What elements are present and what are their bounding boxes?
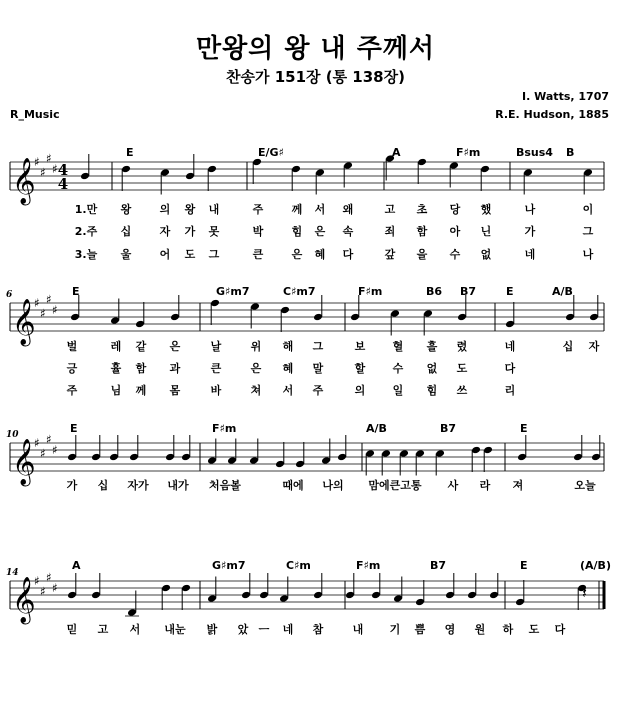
lyric-syllable: 나의 [322, 479, 344, 492]
chord-symbol: B7 [440, 422, 457, 435]
lyric-syllable: ㅡ [258, 623, 270, 636]
lyric-syllable: 3.늘 [74, 248, 98, 261]
lyric-syllable: 혜 [314, 248, 326, 261]
lyric-syllable: 주 [66, 384, 78, 397]
sharp-icon: ♯ [46, 570, 52, 585]
lyric-syllable: 네 [524, 248, 536, 261]
lyric-syllable: 주 [312, 384, 324, 397]
lyric-syllable: 가 [184, 225, 196, 238]
sharp-icon: ♯ [52, 303, 58, 317]
lyric-syllable: 함 [135, 362, 147, 375]
sharp-icon: ♯ [46, 151, 52, 166]
chord-symbol: F♯m [456, 146, 481, 159]
lyric-syllable: 바 [210, 384, 222, 397]
lyric-syllable: 힘 [426, 384, 438, 397]
lyric-syllable: 도 [184, 248, 196, 261]
lyric-syllable: 몸 [169, 384, 181, 397]
lyric-syllable: 큰 [210, 362, 222, 375]
lyric-syllable: 했 [480, 203, 492, 216]
time-signature-bottom: 4 [57, 175, 69, 193]
lyric-syllable: 네 [282, 623, 294, 636]
lyric-syllable: 나 [582, 248, 594, 261]
lyric-syllable: 라 [479, 479, 491, 492]
composer-credit: R.E. Hudson, 1885 [495, 108, 609, 121]
measure-number: 10 [6, 430, 19, 440]
lyric-syllable: 갚 [384, 248, 396, 261]
lyric-syllable: 해 [282, 340, 294, 353]
lyric-syllable: 힘 [291, 225, 303, 238]
lyric-syllable: 의 [354, 384, 366, 397]
lyric-syllable: 다 [504, 362, 516, 375]
lyric-syllable: 휼 [110, 362, 122, 375]
lyric-syllable: 았 [237, 623, 249, 636]
lyric-syllable: 왕 [184, 203, 196, 216]
publisher-label: R_Music [10, 108, 60, 121]
chord-symbol: A/B [552, 285, 573, 298]
lyric-syllable: 초 [416, 203, 428, 216]
lyric-syllable: 아 [449, 225, 461, 238]
sharp-icon: ♯ [40, 306, 46, 321]
lyric-syllable: 은 [314, 225, 326, 238]
lyric-syllable: 못 [208, 225, 220, 238]
lyric-syllable: 왜 [342, 203, 354, 216]
lyric-syllable: 져 [512, 479, 524, 492]
chord-symbol: E [506, 285, 514, 298]
sharp-icon: ♯ [46, 432, 52, 447]
lyric-syllable: 위 [250, 340, 262, 353]
hymn-number: 찬송가 151장 (통 138장) [226, 68, 405, 86]
chord-symbol: F♯m [356, 559, 381, 572]
lyric-syllable: 자 [588, 340, 600, 353]
chord-symbol: A/B [366, 422, 387, 435]
lyric-syllable: 나 [524, 203, 536, 216]
sharp-icon: ♯ [46, 292, 52, 307]
measure-number: 6 [6, 290, 13, 300]
lyric-syllable: 당 [449, 203, 461, 216]
lyricist-credit: I. Watts, 1707 [522, 90, 609, 103]
lyric-syllable: 오늘 [574, 479, 596, 492]
lyric-syllable: 렸 [456, 340, 468, 353]
lyric-syllable: 할 [354, 362, 366, 375]
chord-symbol: E [126, 146, 134, 159]
lyric-syllable: 울 [120, 248, 132, 261]
lyric-syllable: 맘에큰고통 [368, 479, 422, 492]
lyric-syllable: 그 [312, 340, 324, 353]
lyric-syllable: 긍 [66, 362, 78, 375]
chord-symbol: (A/B) [580, 559, 611, 572]
lyric-syllable: 내눈 [164, 623, 186, 636]
lyric-syllable: 혈 [392, 340, 404, 353]
chord-symbol: Bsus4 [516, 146, 553, 159]
sharp-icon: ♯ [52, 443, 58, 457]
lyric-syllable: 십 [562, 340, 574, 353]
lyric-syllable: 수 [392, 362, 404, 375]
lyric-syllable: 도 [528, 623, 540, 636]
lyric-syllable: 어 [159, 248, 171, 261]
lyric-syllable: 서 [282, 384, 294, 397]
chord-symbol: B7 [430, 559, 447, 572]
lyric-syllable: 흘 [426, 340, 438, 353]
lyric-syllable: 영 [444, 623, 456, 636]
hymn-title: 만왕의 왕 내 주께서 [195, 34, 436, 64]
lyric-syllable: 내 [352, 623, 364, 636]
lyric-syllable: 을 [416, 248, 428, 261]
lyric-syllable: 밝 [206, 623, 218, 636]
treble-clef-icon: 𝄞 [12, 158, 36, 204]
sharp-icon: ♯ [52, 162, 58, 176]
lyric-syllable: 없 [426, 362, 438, 375]
lyric-syllable: 레 [110, 340, 122, 353]
lyric-syllable: 가 [66, 479, 78, 492]
lyric-syllable: 은 [169, 340, 181, 353]
lyric-syllable: 믿 [66, 623, 78, 636]
lyric-syllable: 없 [480, 248, 492, 261]
chord-symbol: B [566, 146, 575, 159]
chord-symbol: E [520, 559, 528, 572]
lyric-syllable: 은 [250, 362, 262, 375]
treble-clef-icon: 𝄞 [12, 577, 36, 623]
lyric-syllable: 하 [502, 623, 514, 636]
lyric-syllable: 내 [208, 203, 220, 216]
chord-symbol: F♯m [358, 285, 383, 298]
lyric-syllable: 서 [129, 623, 141, 636]
measure-number: 14 [6, 568, 19, 578]
lyric-syllable: 벌 [66, 340, 78, 353]
lyric-syllable: 처음볼 [209, 479, 241, 492]
chord-symbol: G♯m7 [212, 559, 246, 572]
lyric-syllable: 혜 [282, 362, 294, 375]
chord-symbol: A [72, 559, 81, 572]
treble-clef-icon: 𝄞 [12, 439, 36, 485]
lyric-syllable: 내가 [167, 479, 189, 492]
lyric-syllable: 십 [97, 479, 109, 492]
staff-system-1 [10, 152, 604, 207]
lyric-syllable: 은 [291, 248, 303, 261]
chord-symbol: C♯m [286, 559, 311, 572]
lyric-syllable: 서 [314, 203, 326, 216]
chord-symbol: E [70, 422, 78, 435]
quarter-rest-icon: 𝄽 [582, 583, 587, 602]
sharp-icon: ♯ [40, 584, 46, 599]
lyric-syllable: 주 [252, 203, 264, 216]
chord-symbol: E [72, 285, 80, 298]
lyric-syllable: 쓰 [456, 384, 468, 397]
lyric-syllable: 그 [208, 248, 220, 261]
chord-symbol: E [520, 422, 528, 435]
sharp-icon: ♯ [34, 296, 40, 310]
sharp-icon: ♯ [40, 446, 46, 461]
chord-symbol: E/G♯ [258, 146, 284, 159]
lyric-syllable: 이 [582, 203, 594, 216]
lyric-syllable: 때에 [282, 479, 304, 492]
chord-symbol: A [392, 146, 401, 159]
lyric-syllable: 께 [291, 203, 303, 216]
chord-symbol: F♯m [212, 422, 237, 435]
lyric-syllable: 다 [554, 623, 566, 636]
chord-symbol: B7 [460, 285, 477, 298]
sharp-icon: ♯ [34, 155, 40, 169]
chord-symbol: G♯m7 [216, 285, 250, 298]
lyric-syllable: 박 [252, 225, 264, 238]
lyric-syllable: 닌 [480, 225, 492, 238]
time-signature-top: 4 [57, 161, 69, 179]
lyric-syllable: 사 [447, 479, 459, 492]
lyric-syllable: 큰 [252, 248, 264, 261]
lyric-syllable: 왕 [120, 203, 132, 216]
lyric-syllable: 과 [169, 362, 181, 375]
lyric-syllable: 기 [389, 623, 401, 636]
sharp-icon: ♯ [52, 581, 58, 595]
lyric-syllable: 고 [97, 623, 109, 636]
lyric-syllable: 그 [582, 225, 594, 238]
sharp-icon: ♯ [34, 574, 40, 588]
lyric-syllable: 말 [312, 362, 324, 375]
lyric-syllable: 도 [456, 362, 468, 375]
lyric-syllable: 죄 [384, 225, 396, 238]
lyric-syllable: 수 [449, 248, 461, 261]
lyric-syllable: 고 [384, 203, 396, 216]
lyric-syllable: 십 [120, 225, 132, 238]
lyric-syllable: 2.주 [74, 225, 98, 238]
lyric-syllable: 네 [504, 340, 516, 353]
sharp-icon: ♯ [40, 165, 46, 180]
lyric-syllable: 참 [312, 623, 324, 636]
lyric-syllable: 님 [110, 384, 122, 397]
treble-clef-icon: 𝄞 [12, 299, 36, 345]
lyric-syllable: 같 [135, 340, 147, 353]
sharp-icon: ♯ [34, 436, 40, 450]
lyric-syllable: 다 [342, 248, 354, 261]
lyric-syllable: 1.만 [74, 203, 98, 216]
staff-system-2 [10, 293, 604, 348]
lyric-syllable: 속 [342, 225, 354, 238]
lyric-syllable: 의 [159, 203, 171, 216]
chord-symbol: B6 [426, 285, 443, 298]
lyric-syllable: 원 [474, 623, 486, 636]
lyric-syllable: 쁨 [414, 623, 426, 636]
lyric-syllable: 자 [159, 225, 171, 238]
staff-system-4 [10, 571, 604, 626]
lyric-syllable: 리 [504, 384, 516, 397]
lyric-syllable: 쳐 [250, 384, 262, 397]
lyric-syllable: 일 [392, 384, 404, 397]
lyric-syllable: 가 [524, 225, 536, 238]
chord-symbol: C♯m7 [283, 285, 316, 298]
lyric-syllable: 께 [135, 384, 147, 397]
lyric-syllable: 함 [416, 225, 428, 238]
lyric-syllable: 날 [210, 340, 222, 353]
lyric-syllable: 자가 [127, 479, 149, 492]
lyric-syllable: 보 [354, 340, 366, 353]
